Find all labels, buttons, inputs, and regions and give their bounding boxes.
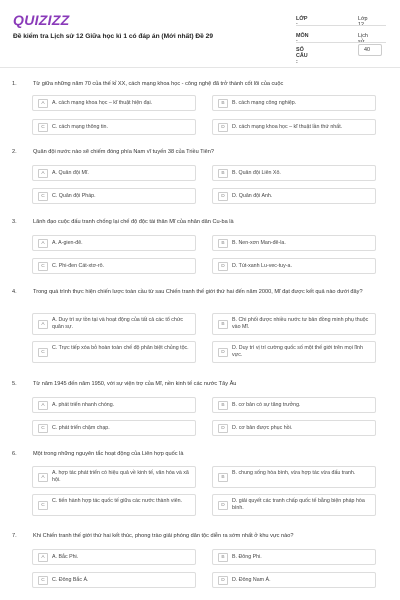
question-text: Khi Chiến tranh thế giới thứ hai kết thúc, phong trào giải phóng dân tộc diễn ra sớm nhất ở khu vực nào? — [33, 533, 294, 539]
option-text: D. Đông Nam Á. — [232, 576, 271, 583]
option-text: D. giải quyết các tranh chấp quốc tế bằng biện pháp hòa bình. — [232, 498, 365, 511]
option-key: D — [218, 262, 228, 271]
option-key: B — [218, 99, 228, 108]
class-value: Lớp 12 — [358, 16, 368, 28]
option-d[interactable] — [212, 258, 376, 274]
option-a[interactable] — [32, 549, 196, 565]
option-text: C. Trực tiếp xóa bỏ hoàn toàn chế độ phân biệt chủng tộc. — [52, 345, 189, 351]
quizizz-logo[interactable]: QUIZIZZ — [13, 12, 70, 28]
option-text: A. Quân đội Mĩ. — [52, 169, 89, 176]
option-a[interactable] — [32, 466, 196, 488]
option-key: C — [38, 424, 48, 433]
question-text: Quân đội nước nào sẽ chiếm đóng phía Nam vĩ tuyến 38 của Triều Tiên? — [33, 149, 214, 155]
header-divider — [0, 67, 400, 68]
option-text: D. Tút-xanh Lu-vec-tuy-a. — [232, 262, 292, 269]
divider — [296, 42, 386, 43]
option-text: C. Đông Bắc Á. — [52, 576, 89, 583]
option-d[interactable] — [212, 188, 376, 204]
option-c[interactable] — [32, 188, 196, 204]
option-key: B — [218, 239, 228, 248]
question-number: 7. — [12, 533, 17, 539]
question-text: Lãnh đạo cuộc đấu tranh chống lại chế độ độc tài thân Mĩ của nhân dân Cu-ba là — [33, 219, 234, 225]
option-key: D — [218, 576, 228, 585]
option-text: B. chung sống hòa bình, vừa hợp tác vừa đấu tranh. — [232, 470, 356, 476]
option-text: D. cách mạng khoa học – kĩ thuật lần thứ nhất. — [232, 123, 343, 130]
option-key: B — [218, 169, 228, 178]
option-key: C — [38, 501, 48, 510]
option-key: A — [38, 239, 48, 248]
option-text: B. Đông Phi. — [232, 553, 262, 560]
question-number: 2. — [12, 149, 17, 155]
option-text: B. cơ bản có sự tăng trưởng. — [232, 401, 301, 408]
divider — [296, 25, 386, 26]
question-text: Từ năm 1945 đến năm 1950, với sự viện trợ của Mĩ, nền kinh tế các nước Tây Âu — [33, 381, 237, 387]
option-key: C — [38, 192, 48, 201]
option-key: B — [218, 553, 228, 562]
option-a[interactable] — [32, 165, 196, 181]
option-d[interactable] — [212, 572, 376, 588]
option-text: C. cách mạng thông tin. — [52, 123, 108, 130]
option-c[interactable] — [32, 258, 196, 274]
option-d[interactable] — [212, 119, 376, 135]
option-b[interactable] — [212, 235, 376, 251]
option-key: A — [38, 320, 48, 329]
count-value: 40 — [364, 47, 370, 53]
option-text: B. Quân đội Liên Xô. — [232, 169, 281, 176]
option-key: D — [218, 424, 228, 433]
option-text: A. hợp tác phát triển có hiệu quả về kinh tế, văn hóa và xã hội. — [52, 470, 189, 483]
question-number: 6. — [12, 451, 17, 457]
option-key: B — [218, 320, 228, 329]
option-text: C. tiến hành hợp tác quốc tế giữa các nước thành viên. — [52, 498, 183, 504]
option-text: B. Nen-xơn Man-đê-la. — [232, 239, 286, 246]
option-b[interactable] — [212, 549, 376, 565]
option-text: D. Quân đội Anh. — [232, 192, 273, 199]
option-b[interactable] — [212, 165, 376, 181]
option-text: B. Chi phối được nhiều nước tư bản đồng minh phụ thuộc vào Mĩ. — [232, 317, 369, 330]
option-text: A. A-gien-đê. — [52, 239, 83, 246]
option-key: A — [38, 473, 48, 482]
option-text: C. Quân đội Pháp. — [52, 192, 96, 199]
option-text: A. phát triển nhanh chóng. — [52, 401, 115, 408]
option-b[interactable] — [212, 313, 376, 335]
option-text: D. cơ bản được phục hồi. — [232, 424, 293, 431]
document-title: Đề kiểm tra Lịch sử 12 Giữa học kì 1 có đáp án (Mới nhất) Đề 29 — [13, 33, 214, 40]
option-a[interactable] — [32, 95, 196, 111]
option-key: A — [38, 169, 48, 178]
option-text: C. Phi-đen Cát-xtơ-rô. — [52, 262, 105, 269]
subject-value: Lịch sử — [358, 33, 368, 45]
option-b[interactable] — [212, 466, 376, 488]
option-b[interactable] — [212, 95, 376, 111]
option-text: D. Duy trì vị trí cường quốc số một thế giới trên mọi lĩnh vực. — [232, 345, 363, 358]
option-key: D — [218, 501, 228, 510]
option-key: A — [38, 401, 48, 410]
option-c[interactable] — [32, 494, 196, 516]
option-key: C — [38, 123, 48, 132]
option-c[interactable] — [32, 119, 196, 135]
option-b[interactable] — [212, 397, 376, 413]
option-d[interactable] — [212, 494, 376, 516]
header — [0, 0, 400, 64]
count-label: SỐ CÂU : — [296, 47, 308, 65]
option-d[interactable] — [212, 420, 376, 436]
option-text: C. phát triển chậm chạp. — [52, 424, 110, 431]
question-text: Từ giữa những năm 70 của thế kỉ XX, cách mạng khoa học - công nghệ đã trở thành cốt lõi của cuộc — [33, 81, 284, 87]
option-a[interactable] — [32, 235, 196, 251]
option-d[interactable] — [212, 341, 376, 363]
option-c[interactable] — [32, 572, 196, 588]
option-key: B — [218, 401, 228, 410]
option-c[interactable] — [32, 341, 196, 363]
class-label: LỚP : — [296, 16, 308, 28]
subject-label: MÔN : — [296, 33, 309, 45]
option-key: D — [218, 123, 228, 132]
option-key: A — [38, 553, 48, 562]
question-text: Trong quá trình thực hiện chiến lược toàn cầu từ sau Chiến tranh thế giới thứ hai đến năm 2000, Mĩ đạt được kết quả nào dưới đây? — [33, 289, 363, 295]
option-text: A. Bắc Phi. — [52, 553, 79, 560]
option-key: D — [218, 192, 228, 201]
question-number: 3. — [12, 219, 17, 225]
option-text: A. cách mạng khoa học – kĩ thuật hiện đại. — [52, 99, 153, 106]
question-number: 5. — [12, 381, 17, 387]
count-box — [358, 44, 382, 56]
option-key: C — [38, 348, 48, 357]
question-text: Một trong những nguyên tắc hoạt động của Liên hợp quốc là — [33, 451, 184, 457]
option-a[interactable] — [32, 397, 196, 413]
option-c[interactable] — [32, 420, 196, 436]
option-key: A — [38, 99, 48, 108]
question-number: 1. — [12, 81, 17, 87]
question-number: 4. — [12, 289, 17, 295]
option-key: C — [38, 262, 48, 271]
option-a[interactable] — [32, 313, 196, 335]
option-text: A. Duy trì sự tồn tại và hoạt động của tất cả các tổ chức quân sự. — [52, 317, 184, 330]
option-key: C — [38, 576, 48, 585]
option-key: B — [218, 473, 228, 482]
option-key: D — [218, 348, 228, 357]
option-text: B. cách mạng công nghiệp. — [232, 99, 297, 106]
